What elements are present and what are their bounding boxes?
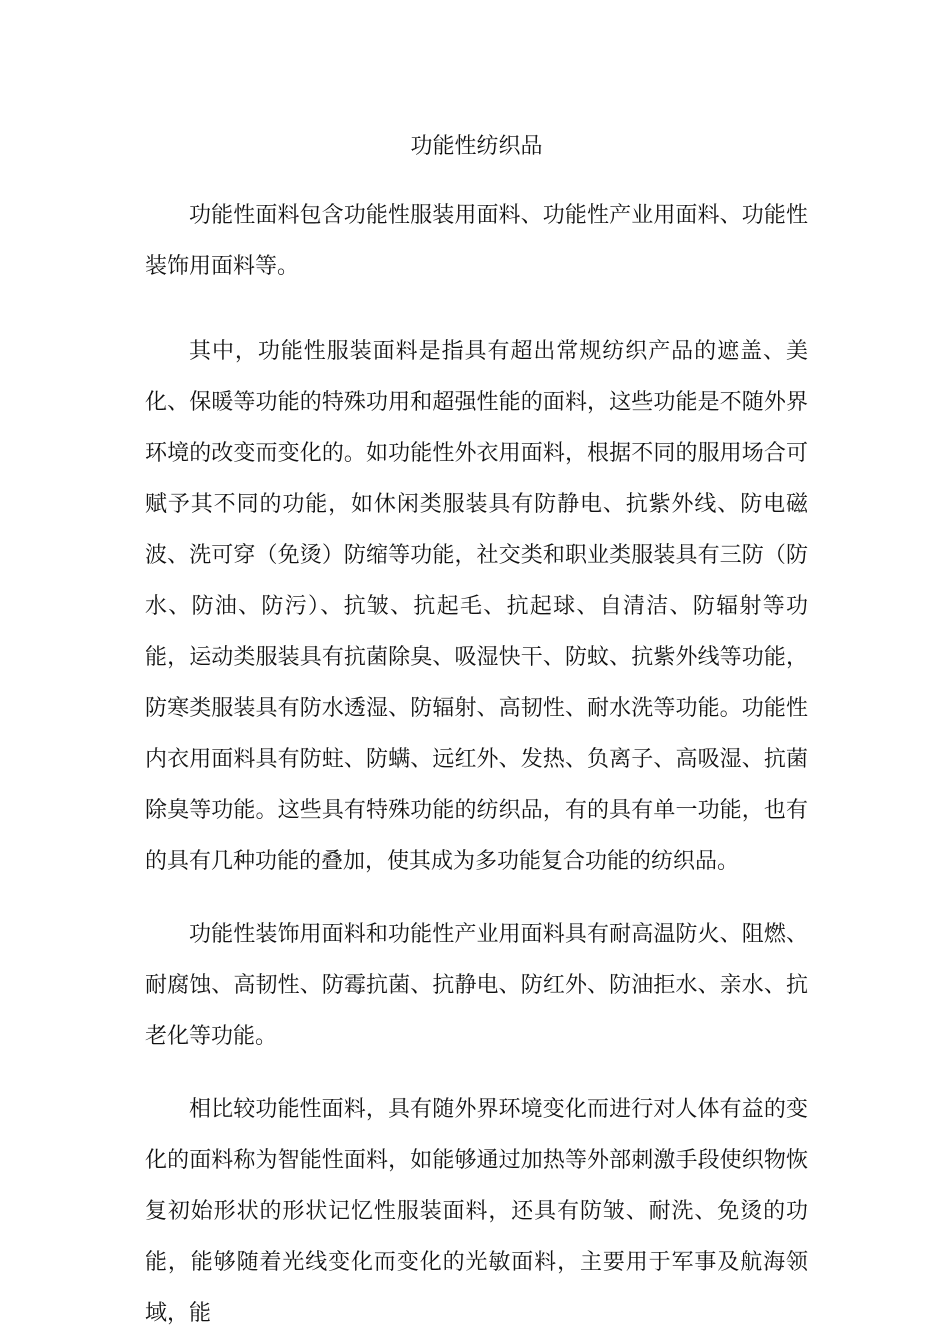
paragraph-clothing-fabrics: 其中，功能性服装面料是指具有超出常规纺织产品的遮盖、美化、保暖等功能的特殊功用和超强性能的面料，这些功能是不随外界环境的改变而变化的。如功能性外衣用面料，根据不同的服用场合可赋予其不同的功能，如休闲类服装具有防静电、抗紫外线、防电磁波、洗可穿（免烫）防缩等功能，社交类和职业类服装具有三防（防水、防油、防污）、抗皱、抗起毛、抗起球、自清洁、防辐射等功能，运动类服装具有抗菌除臭、吸湿快干、防蚊、抗紫外线等功能，防寒类服装具有防水透湿、防辐射、高韧性、耐水洗等功能。功能性内衣用面料具有防蛀、防螨、远红外、发热、负离子、高吸湿、抗菌除臭等功能。这些具有特殊功能的纺织品，有的具有单一功能，也有的具有几种功能的叠加，使其成为多功能复合功能的纺织品。	[145, 339, 808, 874]
paragraph-smart-fabrics: 相比较功能性面料，具有随外界环境变化而进行对人体有益的变化的面料称为智能性面料，如能够通过加热等外部刺激手段使织物恢复初始形状的形状记忆性服装面料，还具有防皱、耐洗、免烫的功能，能够随着光线变化而变化的光敏面料，主要用于军事及航海领域，能	[145, 1097, 808, 1326]
document-title: 功能性纺织品	[410, 134, 543, 159]
document-body	[145, 132, 808, 1339]
paragraph-overview: 功能性面料包含功能性服装用面料、功能性产业用面料、功能性装饰用面料等。	[145, 203, 808, 279]
paragraph-decorative-industrial-fabrics: 功能性装饰用面料和功能性产业用面料具有耐高温防火、阻燃、耐腐蚀、高韧性、防霉抗菌、抗静电、防红外、防油拒水、亲水、抗老化等功能。	[145, 922, 808, 1049]
